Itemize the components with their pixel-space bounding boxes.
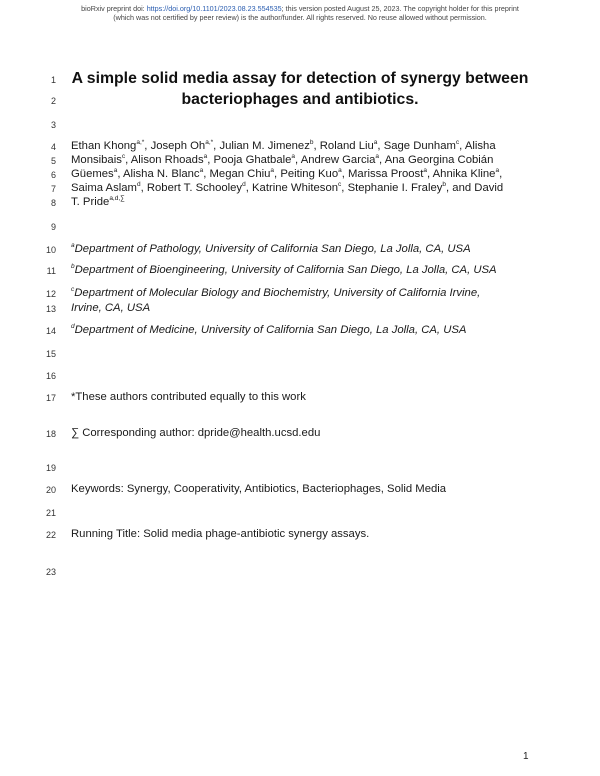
line-number: 18 xyxy=(45,429,56,439)
author-line: Ethan Khong$^{a,*}$, Joseph $Oh^{a,*}$, Julian M. Jimenez$^b$, Roland Liu$^a$, Sage Dunham$^c$, Alisha xyxy=(71,139,496,152)
corresponding-author-note: ∑ Corresponding author: dpride@health.ucsd.edu xyxy=(71,427,321,439)
equal-contribution-note: *These authors contributed equally to this work xyxy=(71,391,306,403)
paper-title-line-1: A simple solid media assay for detection of synergy between xyxy=(71,70,529,87)
line-number: 10 xyxy=(45,245,56,255)
line-number: 4 xyxy=(50,142,56,152)
author-line: Monsibais$^c$, Alison Rhoads$^a$, Pooja Ghatbale$^a$, Andrew Garcia$^a$, Ana Georgina Cobián xyxy=(71,153,494,166)
line-number: 14 xyxy=(45,326,56,336)
line-number: 7 xyxy=(50,184,56,194)
keywords: Keywords: Synergy, Cooperativity, Antibiotics, Bacteriophages, Solid Media xyxy=(71,483,447,495)
line-number: 8 xyxy=(50,198,56,208)
author-line: Saima Aslam$^d$, Robert T. Schooley$^d$, Katrine Whiteson$^c$, Stephanie I. Fraley$^b$, and David xyxy=(71,181,504,194)
line-number: 13 xyxy=(45,304,56,314)
line-number: 23 xyxy=(45,567,56,577)
author-line: T. Pride$^{a,d,\sum}$ xyxy=(71,195,125,208)
banner-line-2: (which was not certified by peer review) is the author/funder. All rights reserved. No reuse allowed without permission. xyxy=(113,13,487,22)
line-number: 1 xyxy=(50,75,56,85)
line-number: 5 xyxy=(50,156,56,166)
banner-line-1: bioRxiv preprint doi: https://doi.org/10.1101/2023.08.23.554535; this version posted August 25, 2023. The copyright holder for this preprint xyxy=(81,4,519,13)
affiliation-d: $^d$Department of Medicine, University of California San Diego, La Jolla, CA, USA xyxy=(71,323,467,336)
paper-title-line-2: bacteriophages and antibiotics. xyxy=(181,91,419,108)
line-number: 21 xyxy=(45,508,56,518)
doi-link[interactable]: https://doi.org/10.1101/2023.08.23.554535 xyxy=(146,4,282,13)
line-number: 19 xyxy=(45,463,56,473)
line-number: 20 xyxy=(45,485,56,495)
line-number: 3 xyxy=(50,120,56,130)
line-number: 12 xyxy=(45,289,56,299)
line-number: 15 xyxy=(45,349,56,359)
line-number: 16 xyxy=(45,371,56,381)
affiliation-b: $^b$Department of Bioengineering, University of California San Diego, La Jolla, CA, USA xyxy=(71,263,497,276)
running-title: Running Title: Solid media phage-antibiotic synergy assays. xyxy=(71,528,370,540)
affiliation-c-continued: Irvine, CA, USA xyxy=(71,302,151,314)
line-number: 9 xyxy=(50,222,56,232)
affiliation-c: $^c$Department of Molecular Biology and Biochemistry, University of California Irvine, xyxy=(71,286,481,299)
page-number: 1 xyxy=(523,751,529,762)
author-line: Güemes$^a$, Alisha N. Blanc$^a$, Megan Chiu$^a$, Peiting Kuo$^a$, Marissa Proost$^a$, Ahnika Kline$^a$, xyxy=(71,167,503,180)
line-number: 17 xyxy=(45,393,56,403)
line-number: 22 xyxy=(45,530,56,540)
affiliation-a: $^a$Department of Pathology, University of California San Diego, La Jolla, CA, USA xyxy=(71,242,471,255)
line-number: 6 xyxy=(50,170,56,180)
line-number: 2 xyxy=(50,96,56,106)
line-number: 11 xyxy=(46,266,56,276)
